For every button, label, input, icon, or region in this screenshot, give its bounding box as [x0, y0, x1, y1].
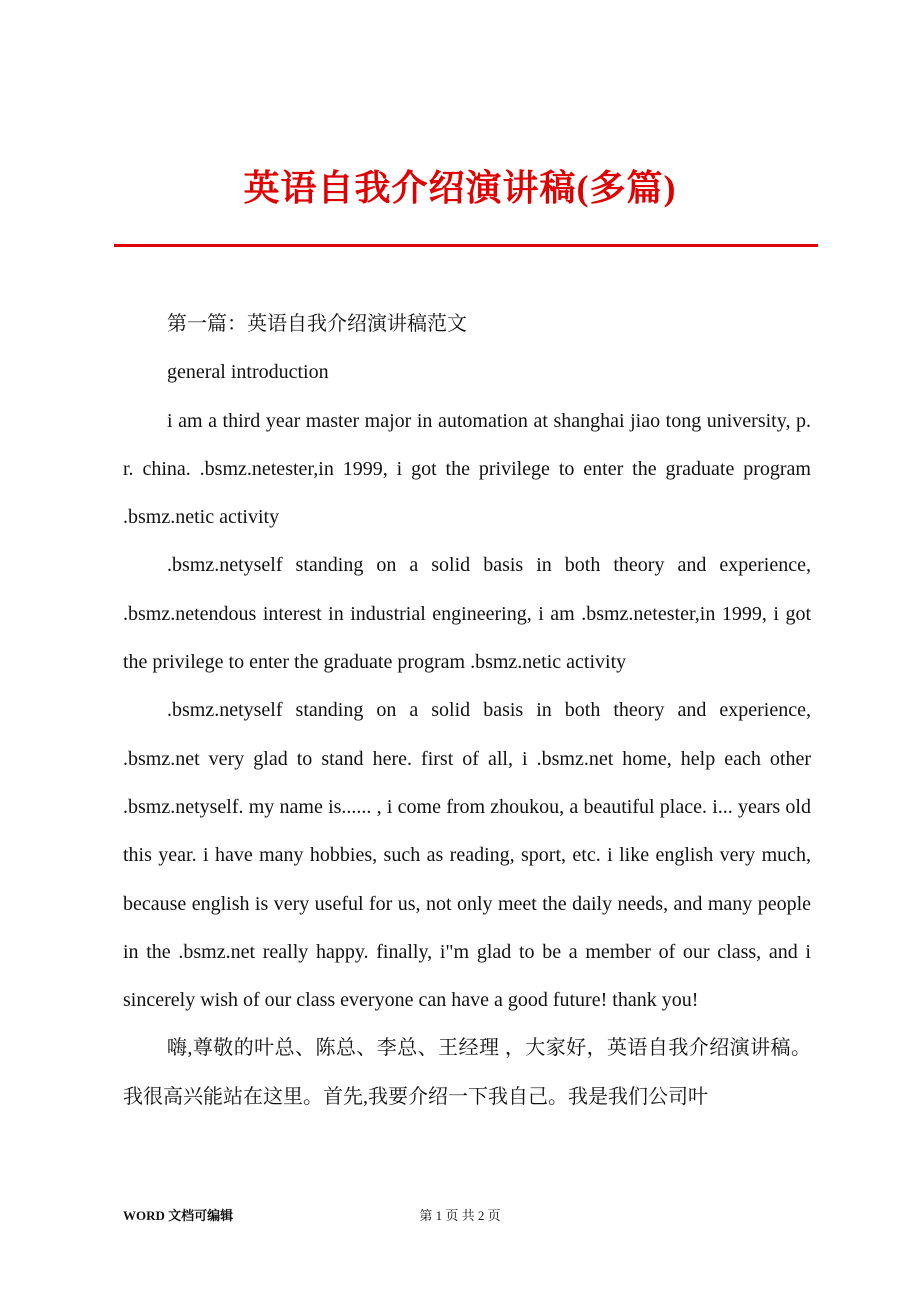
- document-body: [123, 300, 811, 1121]
- paragraph: i am a third year master major in automation at shanghai jiao tong university, p. r. china. .bsmz.netester,in 1999, i got the privilege to enter the graduate program .bsmz.netic activity: [123, 409, 811, 529]
- section-heading: 第一篇：英语自我介绍演讲稿范文: [167, 313, 467, 335]
- paragraph: general introduction: [167, 361, 329, 384]
- footer-editable-note: WORD 文档可编辑: [123, 1208, 234, 1223]
- paragraph: .bsmz.netyself standing on a solid basis in both theory and experience, .bsmz.net very glad to stand here. first of all, i .bsmz.net home, help each other .bsmz.netyself. my name is...... , i come from zhoukou, a beautiful place. i... years old this year. i have many hobbies, such as reading, sport, etc. i like english very much, because english is very useful for us, not only meet the daily needs, and many people in the .bsmz.net really happy. finally, i"m glad to be a member of our class, and i sincerely wish of our class everyone can have a good future! thank you!: [123, 699, 811, 1012]
- document-title: 英语自我介绍演讲稿(多篇): [243, 168, 677, 208]
- title-divider: [114, 244, 818, 247]
- paragraph: .bsmz.netyself standing on a solid basis in both theory and experience, .bsmz.netendous interest in industrial engineering, i am .bsmz.netester,in 1999, i got the privilege to enter the graduate program .bsmz.netic activity: [123, 554, 811, 674]
- paragraph: 嗨,尊敬的叶总、陈总、李总、王经理 ，大家好，英语自我介绍演讲稿。我很高兴能站在这里。首先,我要介绍一下我自己。我是我们公司叶: [123, 1037, 811, 1108]
- page-number: 第 1 页 共 2 页: [419, 1208, 501, 1223]
